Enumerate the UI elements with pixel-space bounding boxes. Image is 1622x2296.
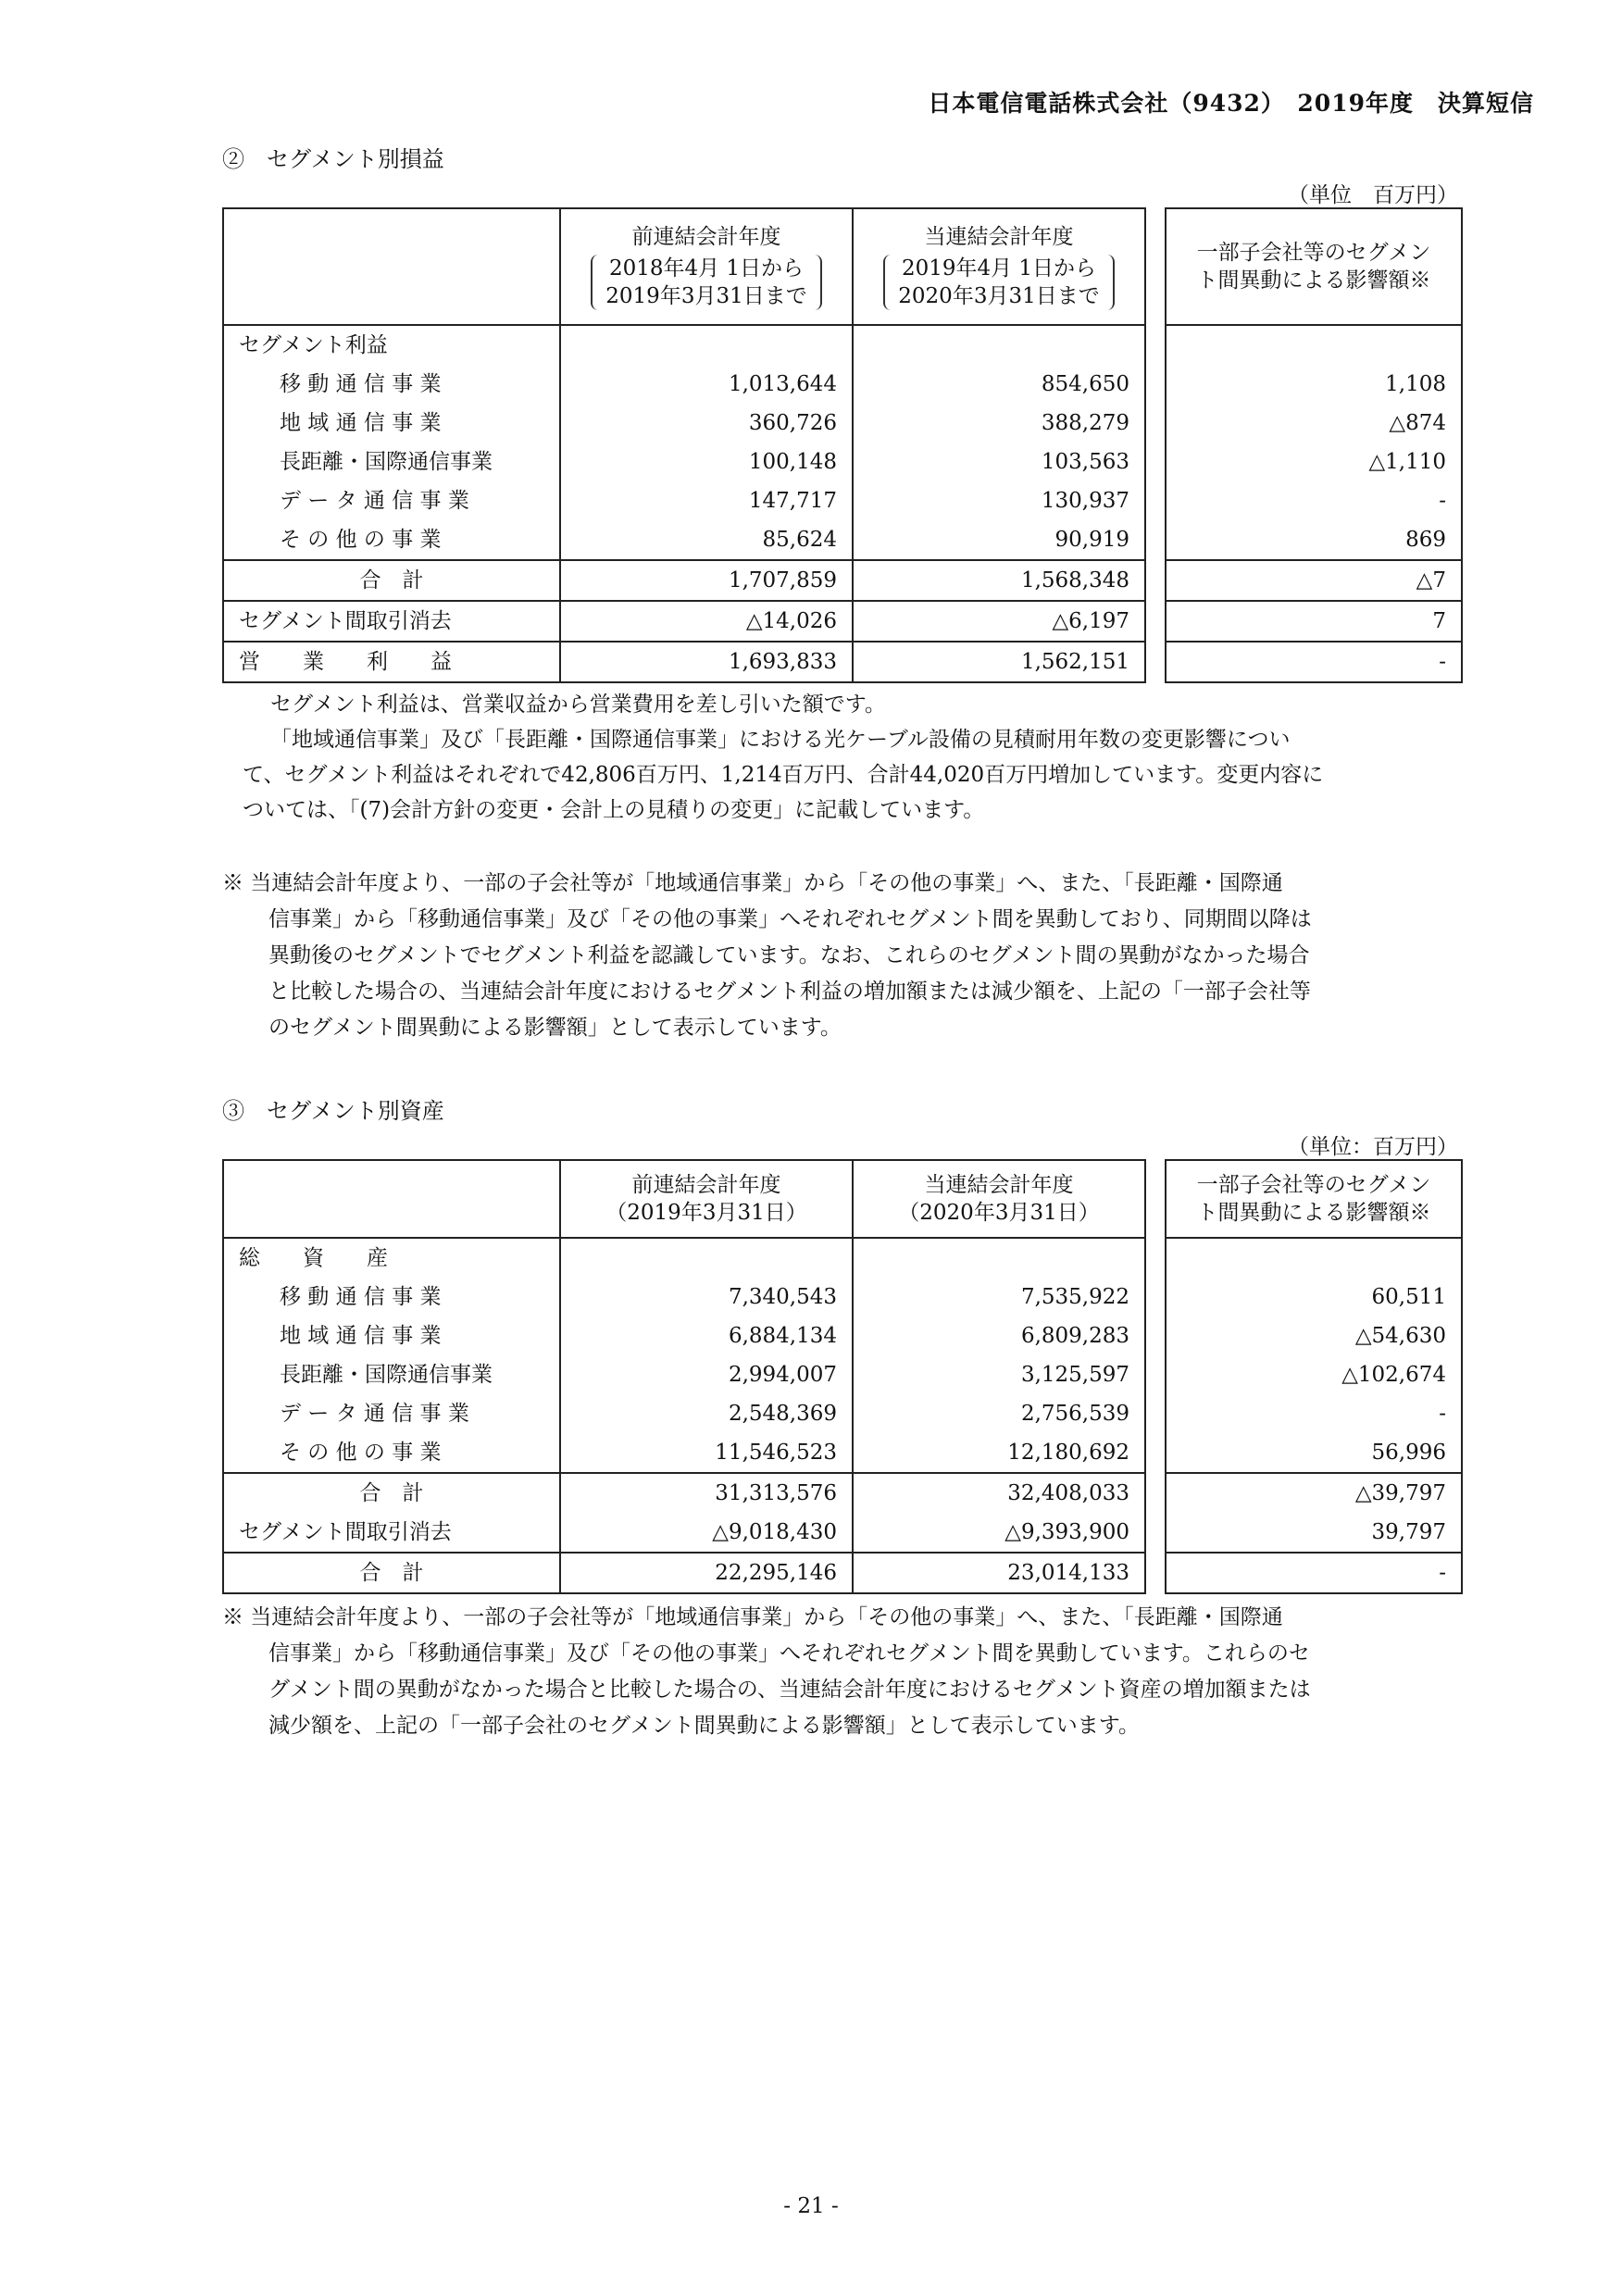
- profit-curr-period-to: 2020年3月31日まで: [898, 284, 1100, 308]
- assets-header-curr: [853, 1160, 1145, 1238]
- curr-value: 854,650: [853, 365, 1145, 404]
- profit-definition-text: セグメント利益は、営業収益から営業費用を差し引いた額です。: [270, 693, 886, 717]
- assets-col-curr-date: （2020年3月31日）: [898, 1201, 1100, 1225]
- table-row: [223, 1278, 1145, 1316]
- operating-income-row: [223, 642, 1145, 682]
- profit-header-blank: [223, 208, 560, 325]
- prev-value: 100,148: [560, 443, 853, 481]
- prev-value: 6,884,134: [560, 1316, 853, 1355]
- profit-note-line-2: 信事業」から「移動通信事業」及び「その他の事業」へそれぞれセグメント間を異動しており、同期間以降は: [268, 907, 1312, 931]
- effect-value: △1,110: [1166, 443, 1462, 481]
- row-label: 長距離・国際通信事業: [223, 443, 560, 481]
- total-row: [223, 1473, 1145, 1513]
- curr-value: 3,125,597: [853, 1355, 1145, 1394]
- profit-effect-header: [1166, 208, 1462, 325]
- total-effect: △39,797: [1166, 1473, 1462, 1513]
- row-label: そ の 他 の 事 業: [223, 1433, 560, 1473]
- total-row: [223, 560, 1145, 601]
- elim-curr: △9,393,900: [853, 1513, 1145, 1553]
- op-label: 営 業 利 益: [223, 642, 560, 682]
- row-label: デ ー タ 通 信 事 業: [223, 481, 560, 520]
- profit-group-label: セグメント利益: [223, 325, 560, 365]
- grand-total-row: [223, 1553, 1145, 1593]
- profit-note-line-3: 異動後のセグメントでセグメント利益を認識しています。なお、これらのセグメント間の異動がなかった場合: [268, 943, 1310, 967]
- op-prev: 1,693,833: [560, 642, 853, 682]
- assets-effect-header: [1166, 1160, 1462, 1238]
- profit-table: [222, 207, 1146, 683]
- effect-value: 56,996: [1166, 1433, 1462, 1473]
- total-label: 合 計: [223, 1473, 560, 1513]
- curr-value: 103,563: [853, 443, 1145, 481]
- table-row: [223, 1316, 1145, 1355]
- table-row: [223, 365, 1145, 404]
- profit-prev-period-from: 2018年4月 1日から: [608, 256, 805, 281]
- assets-effect-table: [1165, 1159, 1463, 1594]
- document-header: 日本電信電話株式会社（9432） 2019年度 決算短信: [928, 90, 1534, 117]
- profit-effect-table: [1165, 207, 1463, 683]
- total-prev: 31,313,576: [560, 1473, 853, 1513]
- profit-prev-period-to: 2019年3月31日まで: [605, 284, 807, 308]
- prev-value: 147,717: [560, 481, 853, 520]
- table-row: [223, 443, 1145, 481]
- effect-value: -: [1166, 1394, 1462, 1433]
- profit-header-curr: [853, 208, 1145, 325]
- grand-total-effect: -: [1166, 1553, 1462, 1593]
- effect-value: △54,630: [1166, 1316, 1462, 1355]
- grand-total-label: 合 計: [223, 1553, 560, 1593]
- profit-change-text-1: 「地域通信事業」及び「長距離・国際通信事業」における光ケーブル設備の見積耐用年数の変更影響につい: [270, 728, 1291, 752]
- profit-curr-period-from: 2019年4月 1日から: [901, 256, 1097, 281]
- table-row: [223, 481, 1145, 520]
- row-label: そ の 他 の 事 業: [223, 520, 560, 560]
- effect-header-line2: ト間異動による影響額※: [1196, 1201, 1431, 1225]
- profit-change-text-2: て、セグメント利益はそれぞれで42,806百万円、1,214百万円、合計44,020百万円増加しています。変更内容に: [243, 763, 1324, 787]
- grand-total-curr: 23,014,133: [853, 1553, 1145, 1593]
- assets-section-title: ③ セグメント別資産: [222, 1098, 444, 1124]
- table-row: [223, 1355, 1145, 1394]
- profit-section-title: ② セグメント別損益: [222, 146, 444, 172]
- row-label: 移 動 通 信 事 業: [223, 365, 560, 404]
- assets-table: [222, 1159, 1146, 1594]
- row-label: 地 域 通 信 事 業: [223, 404, 560, 443]
- prev-value: 1,013,644: [560, 365, 853, 404]
- total-prev: 1,707,859: [560, 560, 853, 601]
- curr-value: 388,279: [853, 404, 1145, 443]
- page-number: - 21 -: [783, 2194, 839, 2218]
- curr-value: 130,937: [853, 481, 1145, 520]
- assets-col-prev-title: 前連結会計年度: [631, 1173, 781, 1197]
- total-label: 合 計: [223, 560, 560, 601]
- curr-value: 7,535,922: [853, 1278, 1145, 1316]
- profit-prev-period: [591, 255, 821, 310]
- elim-label: セグメント間取引消去: [223, 601, 560, 642]
- elimination-row: [223, 1513, 1145, 1553]
- assets-note-line-4: 減少額を、上記の「一部子会社のセグメント間異動による影響額」として表示しています。: [268, 1714, 1140, 1738]
- effect-value: 60,511: [1166, 1278, 1462, 1316]
- total-curr: 1,568,348: [853, 560, 1145, 601]
- elimination-row: [223, 601, 1145, 642]
- elim-prev: △9,018,430: [560, 1513, 853, 1553]
- elim-curr: △6,197: [853, 601, 1145, 642]
- effect-header-line2: ト間異動による影響額※: [1196, 268, 1431, 293]
- elim-label: セグメント間取引消去: [223, 1513, 560, 1553]
- elim-prev: △14,026: [560, 601, 853, 642]
- assets-col-curr-title: 当連結会計年度: [924, 1173, 1074, 1197]
- prev-value: 2,548,369: [560, 1394, 853, 1433]
- profit-header-prev: [560, 208, 853, 325]
- profit-col-prev-title: 前連結会計年度: [631, 225, 781, 249]
- profit-unit-label: （単位 百万円）: [1288, 183, 1458, 207]
- effect-value: -: [1166, 481, 1462, 520]
- effect-value: △102,674: [1166, 1355, 1462, 1394]
- table-row: [223, 404, 1145, 443]
- elim-effect: 7: [1166, 601, 1462, 642]
- profit-col-curr-title: 当連結会計年度: [924, 225, 1074, 249]
- profit-curr-period: [883, 255, 1114, 310]
- assets-header-blank: [223, 1160, 560, 1238]
- row-label: 地 域 通 信 事 業: [223, 1316, 560, 1355]
- curr-value: 6,809,283: [853, 1316, 1145, 1355]
- prev-value: 11,546,523: [560, 1433, 853, 1473]
- profit-note-line-4: と比較した場合の、当連結会計年度におけるセグメント利益の増加額または減少額を、上記の「一部子会社等: [268, 980, 1311, 1004]
- table-row: [223, 1394, 1145, 1433]
- assets-note-line-3: グメント間の異動がなかった場合と比較した場合の、当連結会計年度におけるセグメント資産の増加額または: [268, 1678, 1311, 1702]
- effect-value: 869: [1166, 520, 1462, 560]
- profit-note-line-1: ※ 当連結会計年度より、一部の子会社等が「地域通信事業」から「その他の事業」へ、また、「長距離・国際通: [222, 871, 1283, 895]
- assets-note-line-1: ※ 当連結会計年度より、一部の子会社等が「地域通信事業」から「その他の事業」へ、また、「長距離・国際通: [222, 1605, 1283, 1629]
- curr-value: 2,756,539: [853, 1394, 1145, 1433]
- effect-header-line1: 一部子会社等のセグメン: [1196, 241, 1431, 265]
- grand-total-prev: 22,295,146: [560, 1553, 853, 1593]
- row-label: 長距離・国際通信事業: [223, 1355, 560, 1394]
- total-curr: 32,408,033: [853, 1473, 1145, 1513]
- total-effect: △7: [1166, 560, 1462, 601]
- table-row: [223, 520, 1145, 560]
- table-row: [223, 1433, 1145, 1473]
- assets-group-label: 総 資 産: [223, 1238, 560, 1278]
- effect-header-line1: 一部子会社等のセグメン: [1196, 1173, 1431, 1197]
- op-curr: 1,562,151: [853, 642, 1145, 682]
- prev-value: 360,726: [560, 404, 853, 443]
- profit-change-text-3: ついては、「(7)会計方針の変更・会計上の見積りの変更」に記載しています。: [243, 798, 985, 822]
- prev-value: 2,994,007: [560, 1355, 853, 1394]
- curr-value: 90,919: [853, 520, 1145, 560]
- profit-note-line-5: のセグメント間異動による影響額」として表示しています。: [268, 1016, 842, 1040]
- effect-value: 1,108: [1166, 365, 1462, 404]
- effect-value: △874: [1166, 404, 1462, 443]
- curr-value: 12,180,692: [853, 1433, 1145, 1473]
- assets-header-prev: [560, 1160, 853, 1238]
- elim-effect: 39,797: [1166, 1513, 1462, 1553]
- op-effect: -: [1166, 642, 1462, 682]
- assets-unit-label: （単位：百万円）: [1288, 1135, 1458, 1159]
- prev-value: 85,624: [560, 520, 853, 560]
- assets-col-prev-date: （2019年3月31日）: [605, 1201, 807, 1225]
- row-label: デ ー タ 通 信 事 業: [223, 1394, 560, 1433]
- prev-value: 7,340,543: [560, 1278, 853, 1316]
- row-label: 移 動 通 信 事 業: [223, 1278, 560, 1316]
- assets-note-line-2: 信事業」から「移動通信事業」及び「その他の事業」へそれぞれセグメント間を異動しています。これらのセ: [268, 1641, 1310, 1666]
